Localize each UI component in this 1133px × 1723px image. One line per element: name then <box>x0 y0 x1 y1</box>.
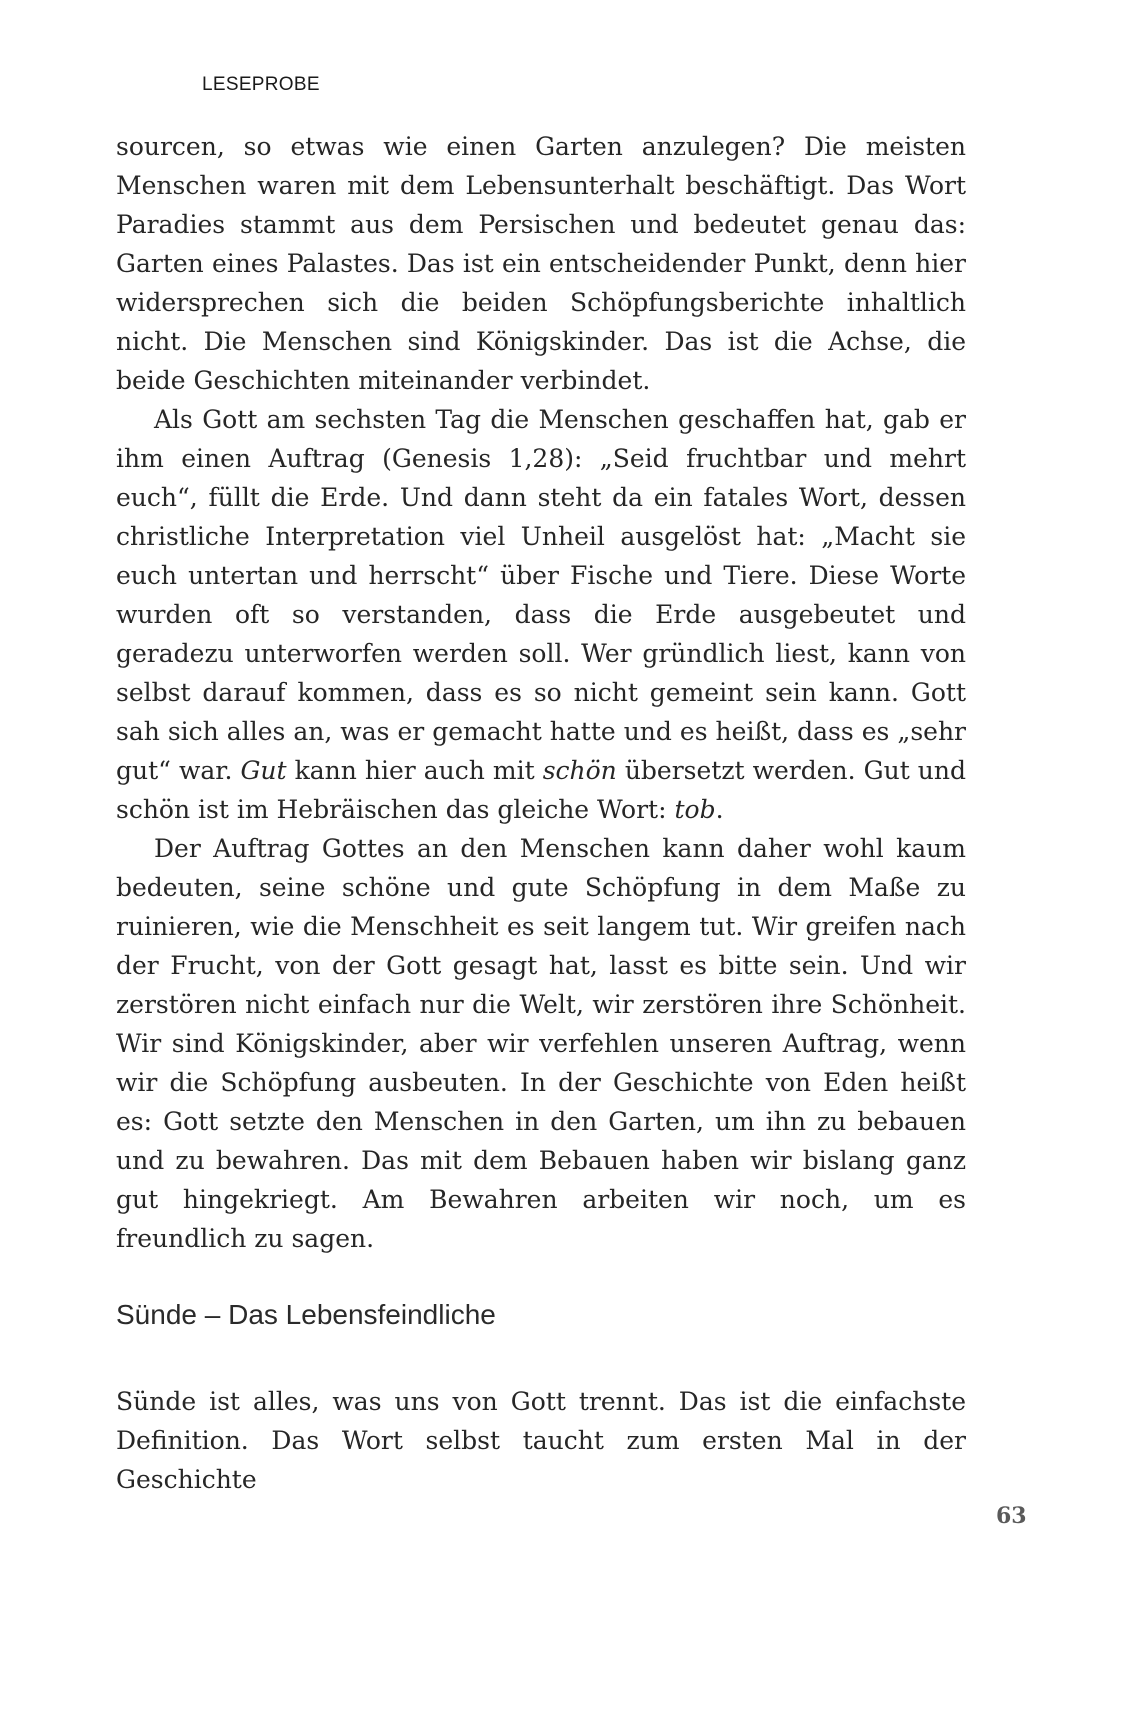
italic-gut: Gut <box>240 756 287 785</box>
paragraph-3: Der Auftrag Gottes an den Menschen kann daher wohl kaum bedeuten, seine schöne und gute Schöpfung in dem Maße zu ruinieren, wie die Menschheit es seit langem tut. Wir greifen nach der Frucht, von der Gott gesagt hat, lasst es bitte sein. Und wir zerstören nicht einfach nur die Welt, wir zerstören ihre Schönheit. Wir sind Königskinder, aber wir verfehlen unseren Auftrag, wenn wir die Schöpfung ausbeuten. In der Geschichte von Eden heißt es: Gott setzte den Menschen in den Garten, um ihn zu bebauen und zu bewahren. Das mit dem Bebauen haben wir bislang ganz gut hingekriegt. Am Bewahren arbeiten wir noch, um es freundlich zu sagen. <box>116 834 966 1253</box>
paragraph-2-text-b: kann hier auch mit <box>286 756 543 785</box>
paragraph-1: sourcen, so etwas wie einen Garten anzulegen? Die meisten Menschen waren mit dem Lebensunterhalt beschäftigt. Das Wort Paradies stammt aus dem Persischen und bedeutet genau das: Garten eines Palastes. Das ist ein entscheidender Punkt, denn hier widersprechen sich die beiden Schöpfungsberichte inhaltlich nicht. Die Menschen sind Königskinder. Das ist die Achse, die beide Geschichten miteinander verbindet. <box>116 132 966 395</box>
section-heading: Sünde – Das Lebensfeindliche <box>116 1299 496 1330</box>
paragraph-2-text-c: übersetzt werden. Gut und schön ist im Hebräischen das gleiche Wort: <box>116 756 966 824</box>
italic-tob: tob <box>674 795 716 824</box>
body-text <box>116 127 966 1258</box>
paragraph-2-text-d: . <box>715 795 724 824</box>
paragraph-2-text-a: Als Gott am sechsten Tag die Menschen geschaffen hat, gab er ihm einen Auftrag (Genesis 1,28): „Seid fruchtbar und mehrt euch“, füllt die Erde. Und dann steht da ein fatales Wort, dessen christliche Interpretation viel Unheil ausgelöst hat: „Macht sie euch untertan und herrscht“ über Fische und Tiere. Diese Worte wurden oft so verstanden, dass die Erde ausgebeutet und geradezu unterworfen werden soll. Wer gründlich liest, kann von selbst darauf kommen, dass es so nicht gemeint sein kann. Gott sah sich alles an, was er gemacht hatte und es heißt, dass es „sehr gut“ war. <box>116 405 966 785</box>
paragraph-4: Sünde ist alles, was uns von Gott trennt. Das ist die einfachste Definition. Das Wort selbst taucht zum ersten Mal in der Geschichte <box>116 1387 966 1494</box>
paragraph-2 <box>116 400 966 829</box>
body-text-continued <box>116 1382 966 1499</box>
page-number: 63 <box>996 1503 1027 1529</box>
running-head: LESEPROBE <box>202 74 320 95</box>
italic-schoen: schön <box>542 756 617 785</box>
